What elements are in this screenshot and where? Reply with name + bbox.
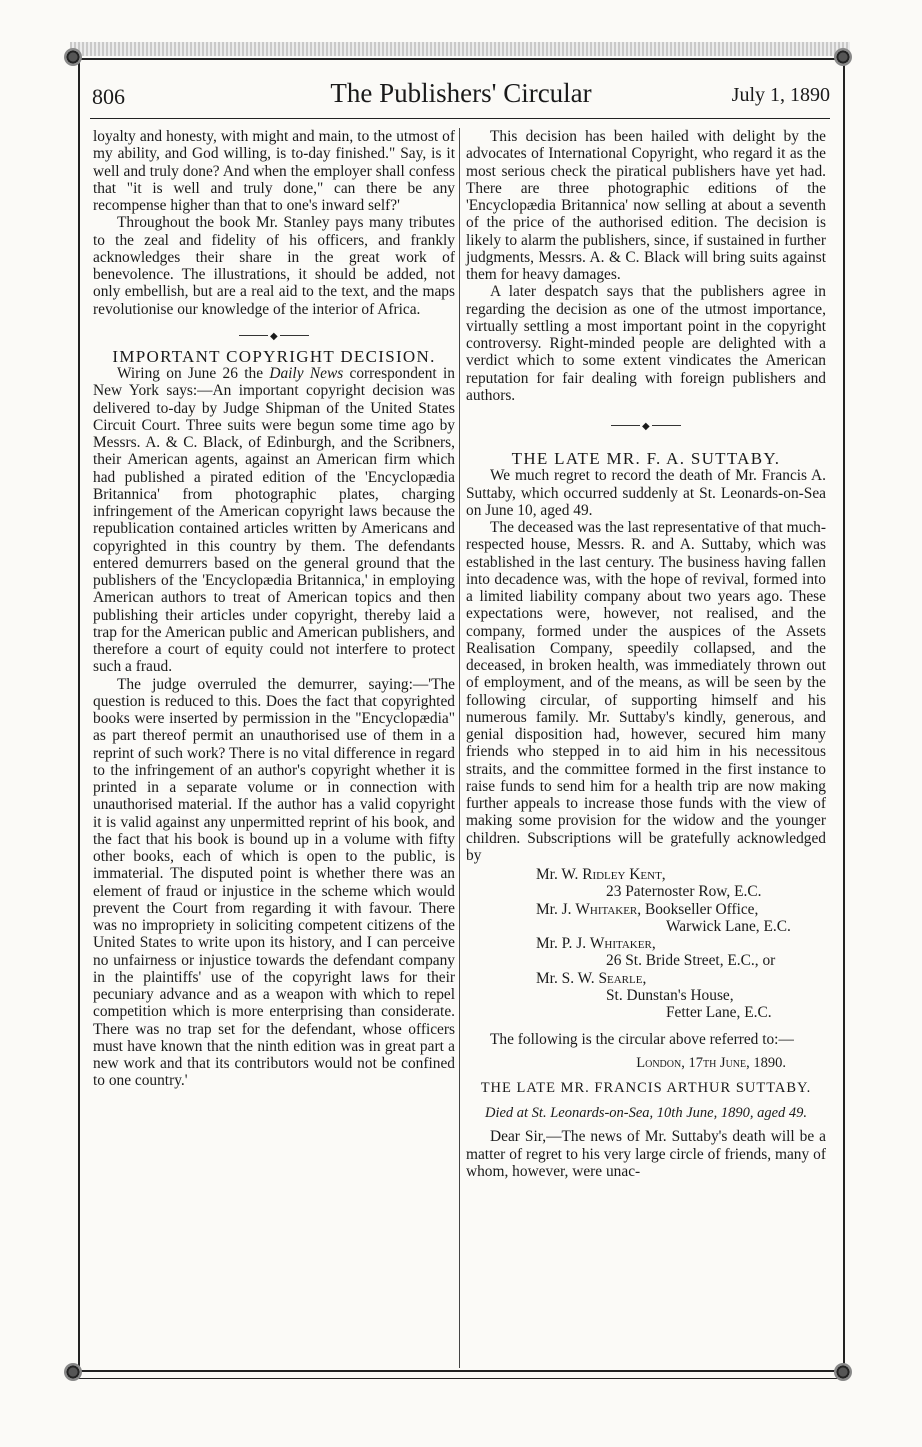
section-divider xyxy=(611,418,681,434)
section-heading: IMPORTANT COPYRIGHT DECISION. xyxy=(112,346,436,366)
paragraph: loyalty and honesty, with might and main, to the utmost of my ability, and God willing, is to-day finished." Say, is it well and truly done? And when the employer shall confess that "it is well and truly done," can there be any recompense higher than that to one's inward self?' xyxy=(93,128,455,214)
subscriber-name: Searle xyxy=(598,969,643,987)
paragraph: The following is the circular above referred to:— xyxy=(490,1031,794,1049)
header-rule xyxy=(76,58,846,60)
subscriber-address: 23 Paternoster Row, E.C. xyxy=(606,883,762,901)
subscriber-suffix: , xyxy=(642,969,647,987)
subscriber-prefix: Mr. W. xyxy=(536,866,583,883)
subscriber-address: St. Dunstan's House, xyxy=(606,986,734,1004)
subscriber-name: Whitaker xyxy=(589,935,652,952)
right-column xyxy=(466,128,826,1180)
subscriber-address: Warwick Lane, E.C. xyxy=(666,917,791,935)
under-header-rule xyxy=(90,118,830,119)
subscriber-entry xyxy=(536,970,826,1022)
text-run: correspondent in New York says:—An important copyright decision was delivered to-day by Judge Shipman of the United States Circuit Court. Three suits were begun some time ago by Messrs. A. & C. Black, of Edinburgh, and the Scribners, their American agents, against an American firm which had published a pirated edition of the 'Encyclopædia Britannica' from photographic plates, charging infringement of the American copyright laws because the republication contained articles written by Americans and copyrighted in this country by them. The defendants entered demurrers based on the general ground that the publishers of the 'Encyclopædia Britannica,' in employing American authors to treat of American topics and then publishing their articles under copyright, thereby laid a trap for the American public and American publishers, and therefore a court of equity could not interfere to protect such a fraud. xyxy=(93,365,455,676)
subscriber-list xyxy=(536,866,826,1021)
publication-title: The Publishers' Circular xyxy=(330,78,592,108)
paragraph: Throughout the book Mr. Stanley pays many tributes to the zeal and fidelity of his officers, and frankly acknowledges their share in the great work of benevolence. The illustrations, it should be added, not only embellish, but are a real aid to the text, and the maps revolutionise our knowledge of the interior of Africa. xyxy=(93,214,455,318)
subscriber-entry xyxy=(536,935,826,970)
subscriber-suffix: , xyxy=(651,935,656,952)
corner-ornament-icon xyxy=(834,48,852,66)
subscriber-prefix: Mr. J. xyxy=(536,900,576,918)
paragraph: The judge overruled the demurrer, saying:—'The question is reduced to this. Does the fact that copyrighted books were inserted by permission in the "Encyclopædia" as part thereof permit an unauthorised use of them in a reprint of such work? There is no vital difference in regard to the infringement of an author's copyright whether it is printed in a separate volume or in connection with unauthorised material. If the author has a valid copyright it is valid against any unpermitted reprint of his book, and the fact that his book is bound up in a volume with fifty other books, each of which is open to the public, is immaterial. The disputed point is whether there was an element of fraud or injustice in the scheme which would prevent the Court from regarding it with favour. There was no impropriety in soliciting competent citizens of the United States to write upon its history, and I can perceive no unfairness or injustice towards the defendant company in the plaintiffs' use of the copyright laws for their pecuniary advance and as a weapon with which to repel competition which is more enterprising than considerate. There was no trap set for the defendant, whose officers must have known that the ninth edition was in great part a new work and that its contributors would not be confined to one country.' xyxy=(93,675,455,1090)
right-page-rule xyxy=(843,58,845,1372)
subscriber-name: Whitaker xyxy=(575,900,638,918)
subscriber-name: Ridley Kent xyxy=(582,866,662,883)
circular-death-notice: Died at St. Leonards-on-Sea, 10th June, 1890, aged 49. xyxy=(484,1105,808,1121)
subscriber-suffix: , xyxy=(661,866,666,883)
corner-ornament-icon xyxy=(64,1363,82,1381)
issue-date: July 1, 1890 xyxy=(731,84,830,106)
paragraph: Dear Sir,—The news of Mr. Suttaby's death will be a matter of regret to his very large circle of friends, many of whom, however, were unac- xyxy=(466,1128,826,1180)
paragraph: The deceased was the last representative of that much-respected house, Messrs. R. and A. Suttaby, which was established in the last century. The business having fallen into decadence was, with the hope of revival, formed into a limited liability company about two years ago. These expectations were, however, not realised, and the company, formed under the auspices of the Assets Realisation Company, speedily collapsed, and the deceased, in broken health, was immediately thrown out of employment, and of the means, as will be seen by the following circular, of supporting himself and his numerous family. Mr. Suttaby's kindly, generous, and genial disposition had, however, secured him many friends who stepped in to aid him in his necessitous straits, and the committee formed in the first instance to raise funds to send him for a health trip are now making further appeals to increase those funds with the view of making some provision for the widow and the younger children. Subscriptions will be gratefully acknowledged by xyxy=(466,519,826,864)
text-run: Wiring on June 26 the xyxy=(117,365,270,382)
subscriber-name-line xyxy=(536,970,826,987)
left-page-rule xyxy=(78,58,80,1372)
subscriber-suffix: , Bookseller Office, xyxy=(637,900,759,918)
paragraph xyxy=(93,365,455,676)
subscriber-name-line xyxy=(536,901,826,918)
corner-ornament-icon xyxy=(834,1363,852,1381)
subscriber-prefix: Mr. S. W. xyxy=(536,969,599,987)
section-heading: THE LATE MR. F. A. SUTTABY. xyxy=(511,449,781,468)
section-divider xyxy=(239,328,309,344)
bottom-rule xyxy=(76,1370,846,1379)
subscriber-address: 26 St. Bride Street, E.C., or xyxy=(606,952,776,970)
paragraph: We much regret to record the death of Mr. Francis A. Suttaby, which occurred suddenly at St. Leonards-on-Sea on June 10, aged 49. xyxy=(466,467,826,519)
subscriber-entry xyxy=(536,901,826,936)
subscriber-name-line xyxy=(536,935,826,952)
corner-ornament-icon xyxy=(64,48,82,66)
top-ornament-border xyxy=(70,42,850,56)
circular-date: London, 17th June, 1890. xyxy=(636,1054,786,1071)
left-column xyxy=(93,128,455,1090)
paragraph: This decision has been hailed with delight by the advocates of International Copyright, who regard it as the most serious check the piratical publishers have yet had. There are three photographic editions of the 'Encyclopædia Britannica' now selling at about a seventh of the price of the authorised edition. The decision is likely to alarm the publishers, since, if sustained in further judgments, Messrs. A. & C. Black will bring suits against them for heavy damages. xyxy=(466,128,826,283)
subscriber-name-line xyxy=(536,866,826,883)
newspaper-name: Daily News xyxy=(269,365,344,382)
column-rule xyxy=(459,128,460,1368)
paragraph: A later despatch says that the publishers agree in regarding the decision as one of the utmost importance, virtually settling a most important point in the copyright controversy. Right-minded people are delighted with a verdict which to some extent vindicates the American reputation for fair dealing with foreign publishers and authors. xyxy=(466,283,826,404)
subscriber-address: Fetter Lane, E.C. xyxy=(666,1004,772,1021)
circular-heading: THE LATE MR. FRANCIS ARTHUR SUTTABY. xyxy=(480,1079,812,1096)
subscriber-prefix: Mr. P. J. xyxy=(536,935,590,952)
subscriber-entry xyxy=(536,866,826,901)
page-header xyxy=(92,78,830,112)
page-number: 806 xyxy=(92,84,125,109)
